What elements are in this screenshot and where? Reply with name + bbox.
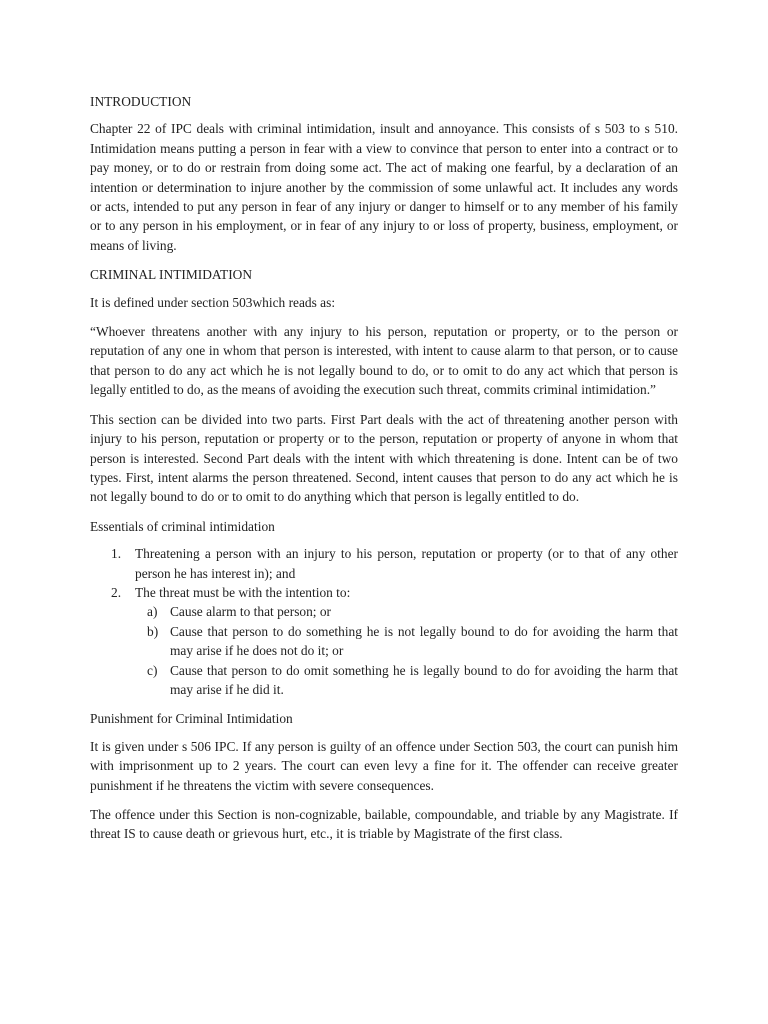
sublist-item-letter: b): [147, 623, 159, 639]
essentials-list: [90, 544, 678, 699]
sublist-item-text: Cause that person to do something he is not legally bound to do for avoiding the harm that may arise if he does not do it; or: [170, 623, 678, 659]
list-item-number: 2.: [111, 584, 122, 600]
section-503-quote: “Whoever threatens another with any injury to his person, reputation or property, or to the person or reputation of any one in whom that person is interested, with intent to cause alarm to that person, or to cause that person to do any act which he is not legally bound to do, or to omit to do any act which that person is legally entitled to do, as the means of avoiding the execution such threat, commits criminal intimidation.”: [90, 324, 678, 398]
list-item-number: 1.: [111, 546, 122, 562]
sublist-item: [147, 661, 678, 700]
essentials-heading: Essentials of criminal intimidation: [90, 518, 275, 534]
sublist-item-text: Cause that person to do omit something he is legally bound to do for avoiding the harm that may arise if he did it.: [170, 662, 678, 697]
list-item-text: Threatening a person with an injury to his person, reputation or property (or to that of any other person he has interest in); and: [135, 546, 678, 581]
punishment-paragraph: It is given under s 506 IPC. If any person is guilty of an offence under Section 503, the court can punish him with imprisonment up to 2 years. The court can even levy a fine for it. The offender can receive greater punishment if he threatens the victim with severe consequences.: [90, 738, 678, 793]
sublist-item: [147, 602, 678, 621]
sublist-item: [147, 622, 678, 661]
list-item-text: The threat must be with the intention to:: [135, 584, 351, 600]
section-explanation-paragraph: This section can be divided into two parts. First Part deals with the act of threatening another person with injury to his person, reputation or property or to the person, reputation or property of anyone in whom that person is interested. Second Part deals with the intent with which threatening is done. Intent can be of two types. First, intent alarms the person threatened. Second, intent causes that person to do any act which he is not legally bound to do or to omit to do anything which that person is legally entitled to do.: [90, 411, 678, 505]
document-page: [90, 92, 678, 854]
section-heading-introduction: INTRODUCTION: [90, 94, 192, 109]
introduction-paragraph: Chapter 22 of IPC deals with criminal intimidation, insult and annoyance. This consists of s 503 to s 510. Intimidation means putting a person in fear with a view to convince that person to enter into a contract or to pay money, or to do or restrain from doing some act. The act of making one fearful, by a declaration of an intention or determination to injure another by the commission of some unlawful act. It includes any words or acts, intended to put any person in fear of any injury or danger to himself or to any member of his family or to any person in his employment, or in fear of any injury to or loss of property, business, employment, or means of living.: [90, 121, 678, 253]
sublist-item-letter: c): [147, 662, 158, 678]
offence-nature-paragraph: The offence under this Section is non-cognizable, bailable, compoundable, and triable by any Magistrate. If threat IS to cause death or grievous hurt, etc., it is triable by Magistrate of the first class.: [90, 807, 678, 842]
sublist-item-letter: a): [147, 604, 158, 620]
punishment-heading: Punishment for Criminal Intimidation: [90, 711, 293, 727]
section-heading-criminal-intimidation: CRIMINAL INTIMIDATION: [90, 267, 253, 283]
sublist-item-text: Cause alarm to that person; or: [170, 604, 332, 620]
list-item: [111, 583, 678, 699]
definition-lead-paragraph: It is defined under section 503which reads as:: [90, 294, 336, 310]
intention-sublist: [135, 602, 678, 699]
list-item: [111, 544, 678, 583]
